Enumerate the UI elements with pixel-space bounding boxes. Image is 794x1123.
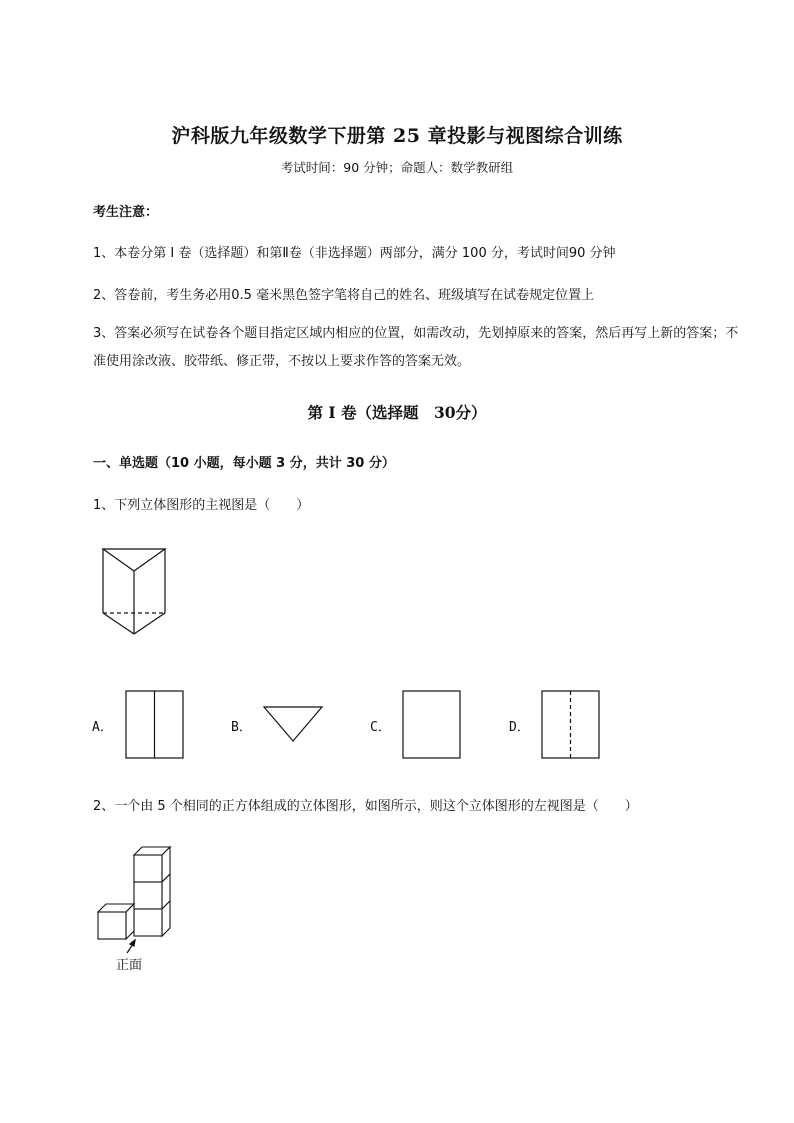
- front-view-label: 正面: [116, 958, 143, 973]
- notice-item-3: 3、答案必须写在试卷各个题目指定区域内相应的位置，如需改动，先划掉原来的答案，然后再写上新的答案；不准使用涂改液、胶带纸、修正带，不按以上要求作答的答案无效。: [93, 326, 739, 369]
- option-b-figure: [263, 706, 325, 744]
- notice-heading: 考生注意：: [93, 205, 159, 220]
- cube-stack-figure: [95, 843, 175, 943]
- triangular-prism-figure: [95, 543, 170, 643]
- option-b-label: B．: [231, 720, 252, 735]
- question-1-stem: 1、下列立体图形的主视图是（ ）: [93, 498, 310, 513]
- question-2-stem: 2、一个由 5 个相同的正方体组成的立体图形，如图所示，则这个立体图形的左视图是（ ）: [93, 799, 638, 814]
- option-c-label: C．: [370, 720, 391, 735]
- notice-item-1: 1、本卷分第 I 卷（选择题）和第Ⅱ卷（非选择题）两部分，满分 100 分，考试时间90 分钟: [93, 246, 616, 261]
- notice-item-2: 2、答卷前，考生务必用0.5 毫米黑色签字笔将自己的姓名、班级填写在试卷规定位置上: [93, 288, 595, 303]
- page-title: 沪科版九年级数学下册第 25 章投影与视图综合训练: [171, 125, 623, 147]
- option-d-figure: [541, 690, 601, 760]
- option-a-label: A．: [92, 720, 113, 735]
- option-c-figure: [402, 690, 462, 760]
- exam-info: 考试时间：90 分钟；命题人：数学教研组: [280, 160, 514, 175]
- part-heading: 一、单选题（10 小题，每小题 3 分，共计 30 分）: [93, 456, 395, 471]
- option-a-figure: [125, 690, 185, 760]
- option-d-label: D．: [509, 720, 530, 735]
- section-title: 第 I 卷（选择题 30分）: [307, 403, 487, 422]
